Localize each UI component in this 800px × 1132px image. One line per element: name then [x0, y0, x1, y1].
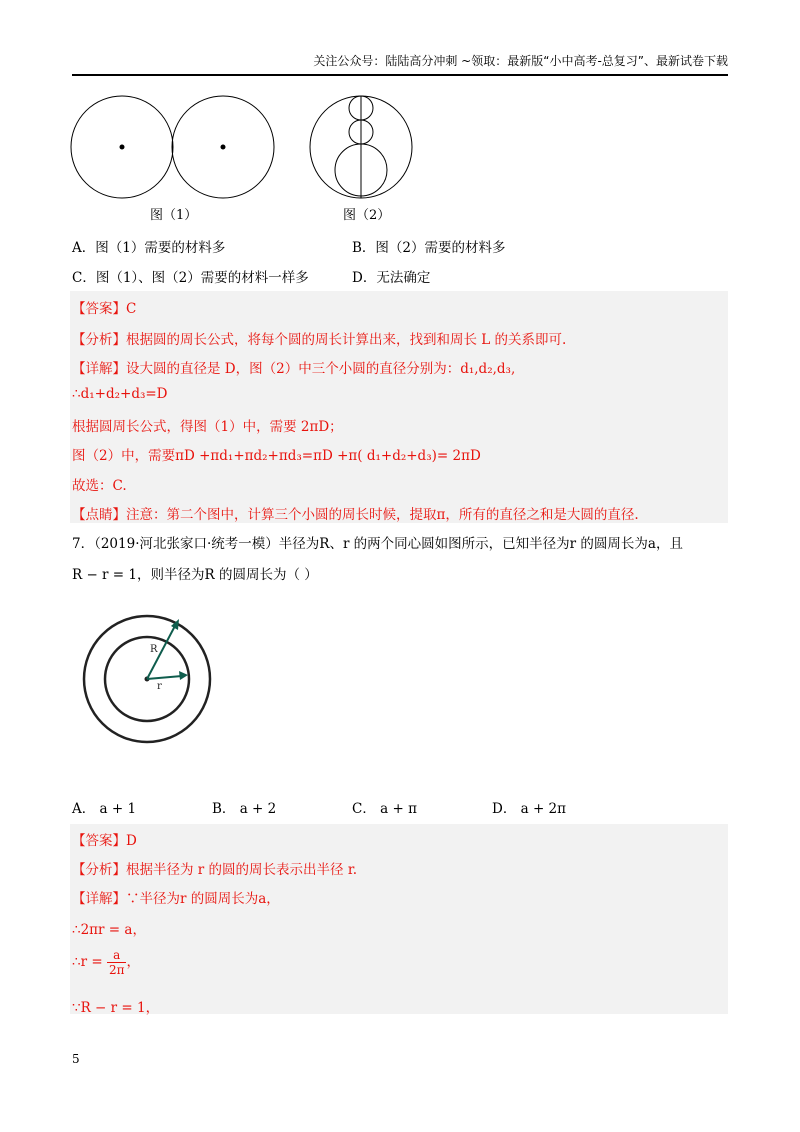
q7-fraction	[107, 948, 127, 977]
q7-stem-line2: R − r = 1，则半径为R 的圆周长为（ ）	[72, 567, 318, 583]
q7-answer-tag: 【答案】	[72, 833, 126, 849]
q6-detail-line2: ∴d₁+d₂+d₃=D	[72, 386, 168, 402]
header-text: 关注公众号：陆陆高分冲刺 ~领取：最新版“小中高考-总复习”、最新试卷下载	[313, 54, 728, 68]
q7-detail-line2: ∴2πr = a，	[72, 922, 146, 938]
q7-option-d: D． a + 2π	[492, 801, 567, 817]
q6-detail-tag: 【详解】	[72, 361, 126, 377]
q7-detail-line3-prefix: ∴r =	[72, 954, 103, 970]
q7-solution-box	[70, 824, 728, 1014]
q6-detail-line1-text: 设大圆的直径是 D，图（2）中三个小圆的直径分别为：d₁,d₂,d₃,	[126, 361, 516, 377]
q7-detail-line3-suffix: ，	[126, 954, 140, 970]
q7-figure-concentric-circles	[82, 614, 212, 744]
q7-detail-line4: ∵R − r = 1，	[72, 1000, 160, 1016]
q7-fraction-denominator: 2π	[108, 963, 125, 977]
q7-detail-tag: 【详解】	[72, 891, 126, 907]
q7-label-R: R	[150, 644, 158, 655]
figure-2-caption: 图（2）	[343, 208, 391, 223]
q6-answer-text: C	[126, 301, 137, 317]
q7-answer	[72, 829, 137, 849]
q7-label-r: r	[157, 681, 162, 692]
q6-option-a: A．图（1）需要的材料多	[72, 240, 226, 256]
q7-analysis-text: 根据半径为 r 的圆的周长表示出半径 r.	[126, 862, 358, 878]
q6-option-b: B．图（2）需要的材料多	[352, 240, 506, 256]
figure-2-nested-circles	[308, 92, 418, 202]
q6-option-c: C．图（1）、图（2）需要的材料一样多	[72, 270, 309, 286]
q7-analysis-tag: 【分析】	[72, 862, 126, 878]
q6-detail-line1	[72, 357, 515, 377]
page-number: 5	[72, 1052, 80, 1066]
q7-fraction-numerator: a	[107, 948, 127, 963]
q7-analysis	[72, 858, 357, 878]
q6-point-text: 注意：第二个图中，计算三个小圆的周长时候，提取π，所有的直径之和是大圆的直径.	[126, 507, 639, 523]
q7-detail-line1	[72, 887, 280, 907]
q7-detail-line3	[72, 948, 140, 977]
q6-analysis	[72, 328, 566, 348]
q6-point-tag: 【点睛】	[72, 507, 126, 523]
q6-detail-line3: 根据圆周长公式，得图（1）中，需要 2πD；	[72, 419, 343, 435]
q6-answer	[72, 297, 136, 317]
q7-option-c: C． a + π	[352, 801, 417, 817]
q7-answer-text: D	[126, 833, 137, 849]
page-header	[72, 54, 728, 76]
q6-answer-tag: 【答案】	[72, 301, 126, 317]
q7-option-b: B． a + 2	[212, 801, 277, 817]
q6-detail-line5: 故选：C.	[72, 478, 127, 494]
figure-1-two-circles	[70, 92, 280, 202]
figure-1-caption: 图（1）	[150, 208, 198, 223]
q6-analysis-text: 根据圆的周长公式，将每个圆的周长计算出来，找到和周长 L 的关系即可.	[126, 332, 567, 348]
q6-point	[72, 503, 639, 523]
q7-detail-line1-text: ∵半径为r 的圆周长为a，	[126, 891, 280, 907]
q6-solution-box	[70, 291, 728, 523]
q6-option-d: D．无法确定	[352, 270, 431, 286]
q6-analysis-tag: 【分析】	[72, 332, 126, 348]
q6-detail-line4: 图（2）中，需要πD +πd₁+πd₂+πd₃=πD +π( d₁+d₂+d₃)= 2πD	[72, 448, 481, 464]
q7-stem-line1: 7．（2019·河北张家口·统考一模）半径为R、r 的两个同心圆如图所示，已知半径为r 的圆周长为a，且	[72, 536, 683, 552]
q7-option-a: A． a + 1	[72, 801, 137, 817]
